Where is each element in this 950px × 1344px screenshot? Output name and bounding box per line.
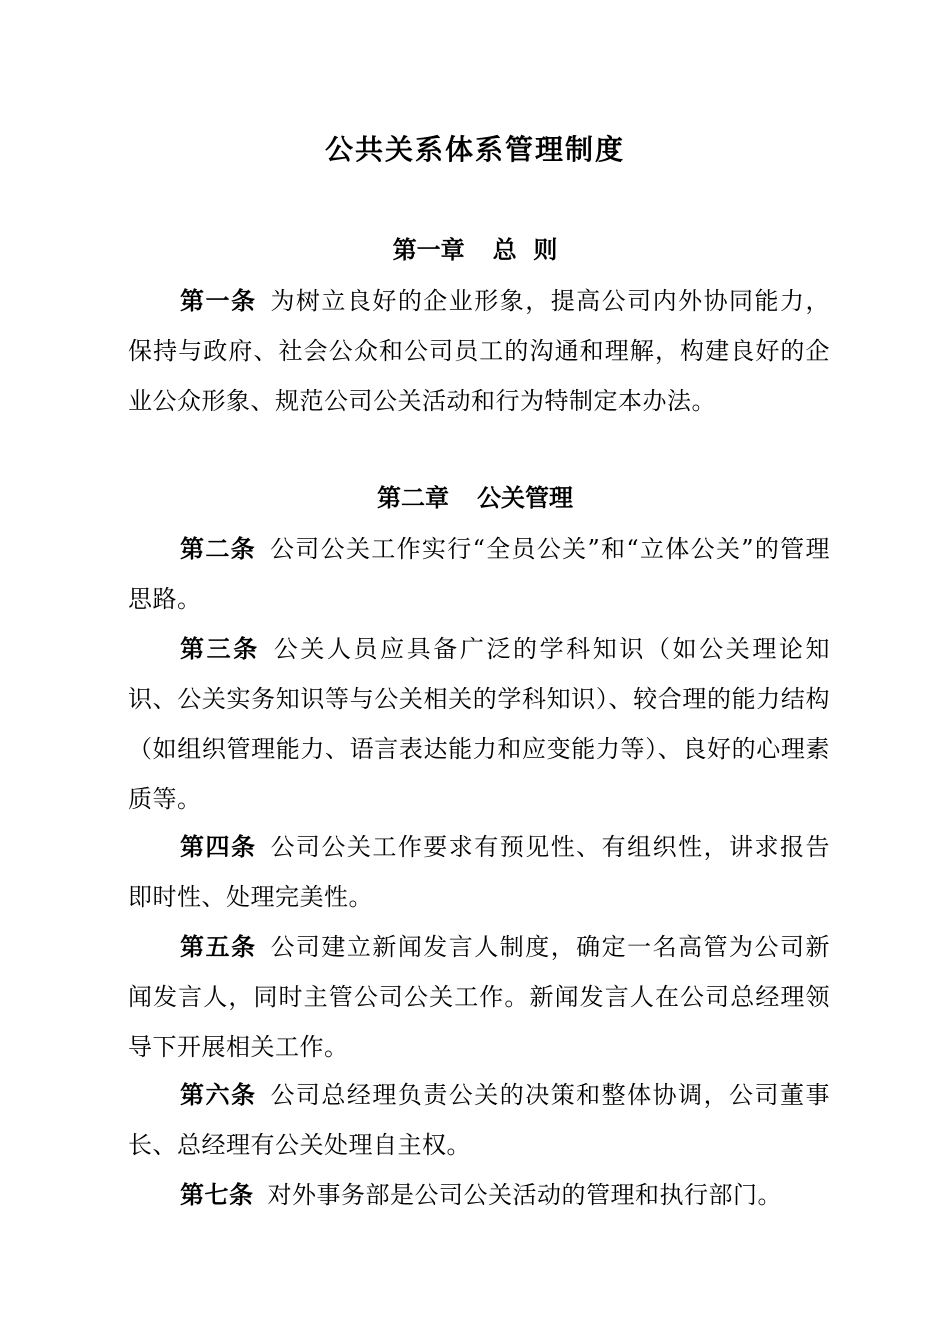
chapter-1-heading — [0, 232, 950, 268]
article-3-text: 公关人员应具备广泛的学科知识（如公关理论知识、公关实务知识等与公关相关的学科知识）、较合理的能力结构（如组织管理能力、语言表达能力和应变能力等）、良好的心理素质等。 — [128, 635, 831, 813]
article-3-label: 第三条 — [180, 634, 260, 663]
document-title: 公共关系体系管理制度 — [324, 133, 625, 166]
article-5-label: 第五条 — [180, 932, 257, 961]
article-5-text: 公司建立新闻发言人制度，确定一名高管为公司新闻发言人，同时主管公司公关工作。新闻发言人在公司总经理领导下开展相关工作。 — [128, 933, 830, 1061]
article-1 — [128, 276, 830, 426]
article-7 — [128, 1170, 830, 1220]
article-6-label: 第六条 — [180, 1080, 257, 1109]
article-4-text: 公司公关工作要求有预见性、有组织性，讲求报告即时性、处理完美性。 — [128, 833, 830, 911]
chapter-1-name: 总 则 — [492, 235, 558, 264]
chapter-1-number: 第一章 — [392, 235, 465, 264]
article-1-label: 第一条 — [180, 286, 257, 315]
article-2 — [128, 524, 830, 624]
article-5 — [128, 922, 830, 1072]
chapter-2-number: 第二章 — [377, 483, 449, 512]
article-4 — [128, 822, 830, 922]
article-1-text: 为树立良好的企业形象，提高公司内外协同能力，保持与政府、社会公众和公司员工的沟通和理解，构建良好的企业公众形象、规范公司公关活动和行为特制定本办法。 — [128, 287, 830, 415]
article-6 — [128, 1070, 830, 1170]
article-4-label: 第四条 — [180, 832, 257, 861]
article-6-text: 公司总经理负责公关的决策和整体协调，公司董事长、总经理有公关处理自主权。 — [128, 1081, 830, 1159]
chapter-2-name: 公关管理 — [477, 483, 573, 512]
article-2-text: 公司公关工作实行“全员公关”和“立体公关”的管理思路。 — [128, 535, 831, 613]
article-7-text: 对外事务部是公司公关活动的管理和执行部门。 — [267, 1181, 782, 1209]
chapter-2-heading — [0, 480, 950, 516]
article-7-label: 第七条 — [180, 1180, 254, 1209]
article-2-label: 第二条 — [180, 534, 256, 563]
article-3 — [128, 624, 830, 824]
